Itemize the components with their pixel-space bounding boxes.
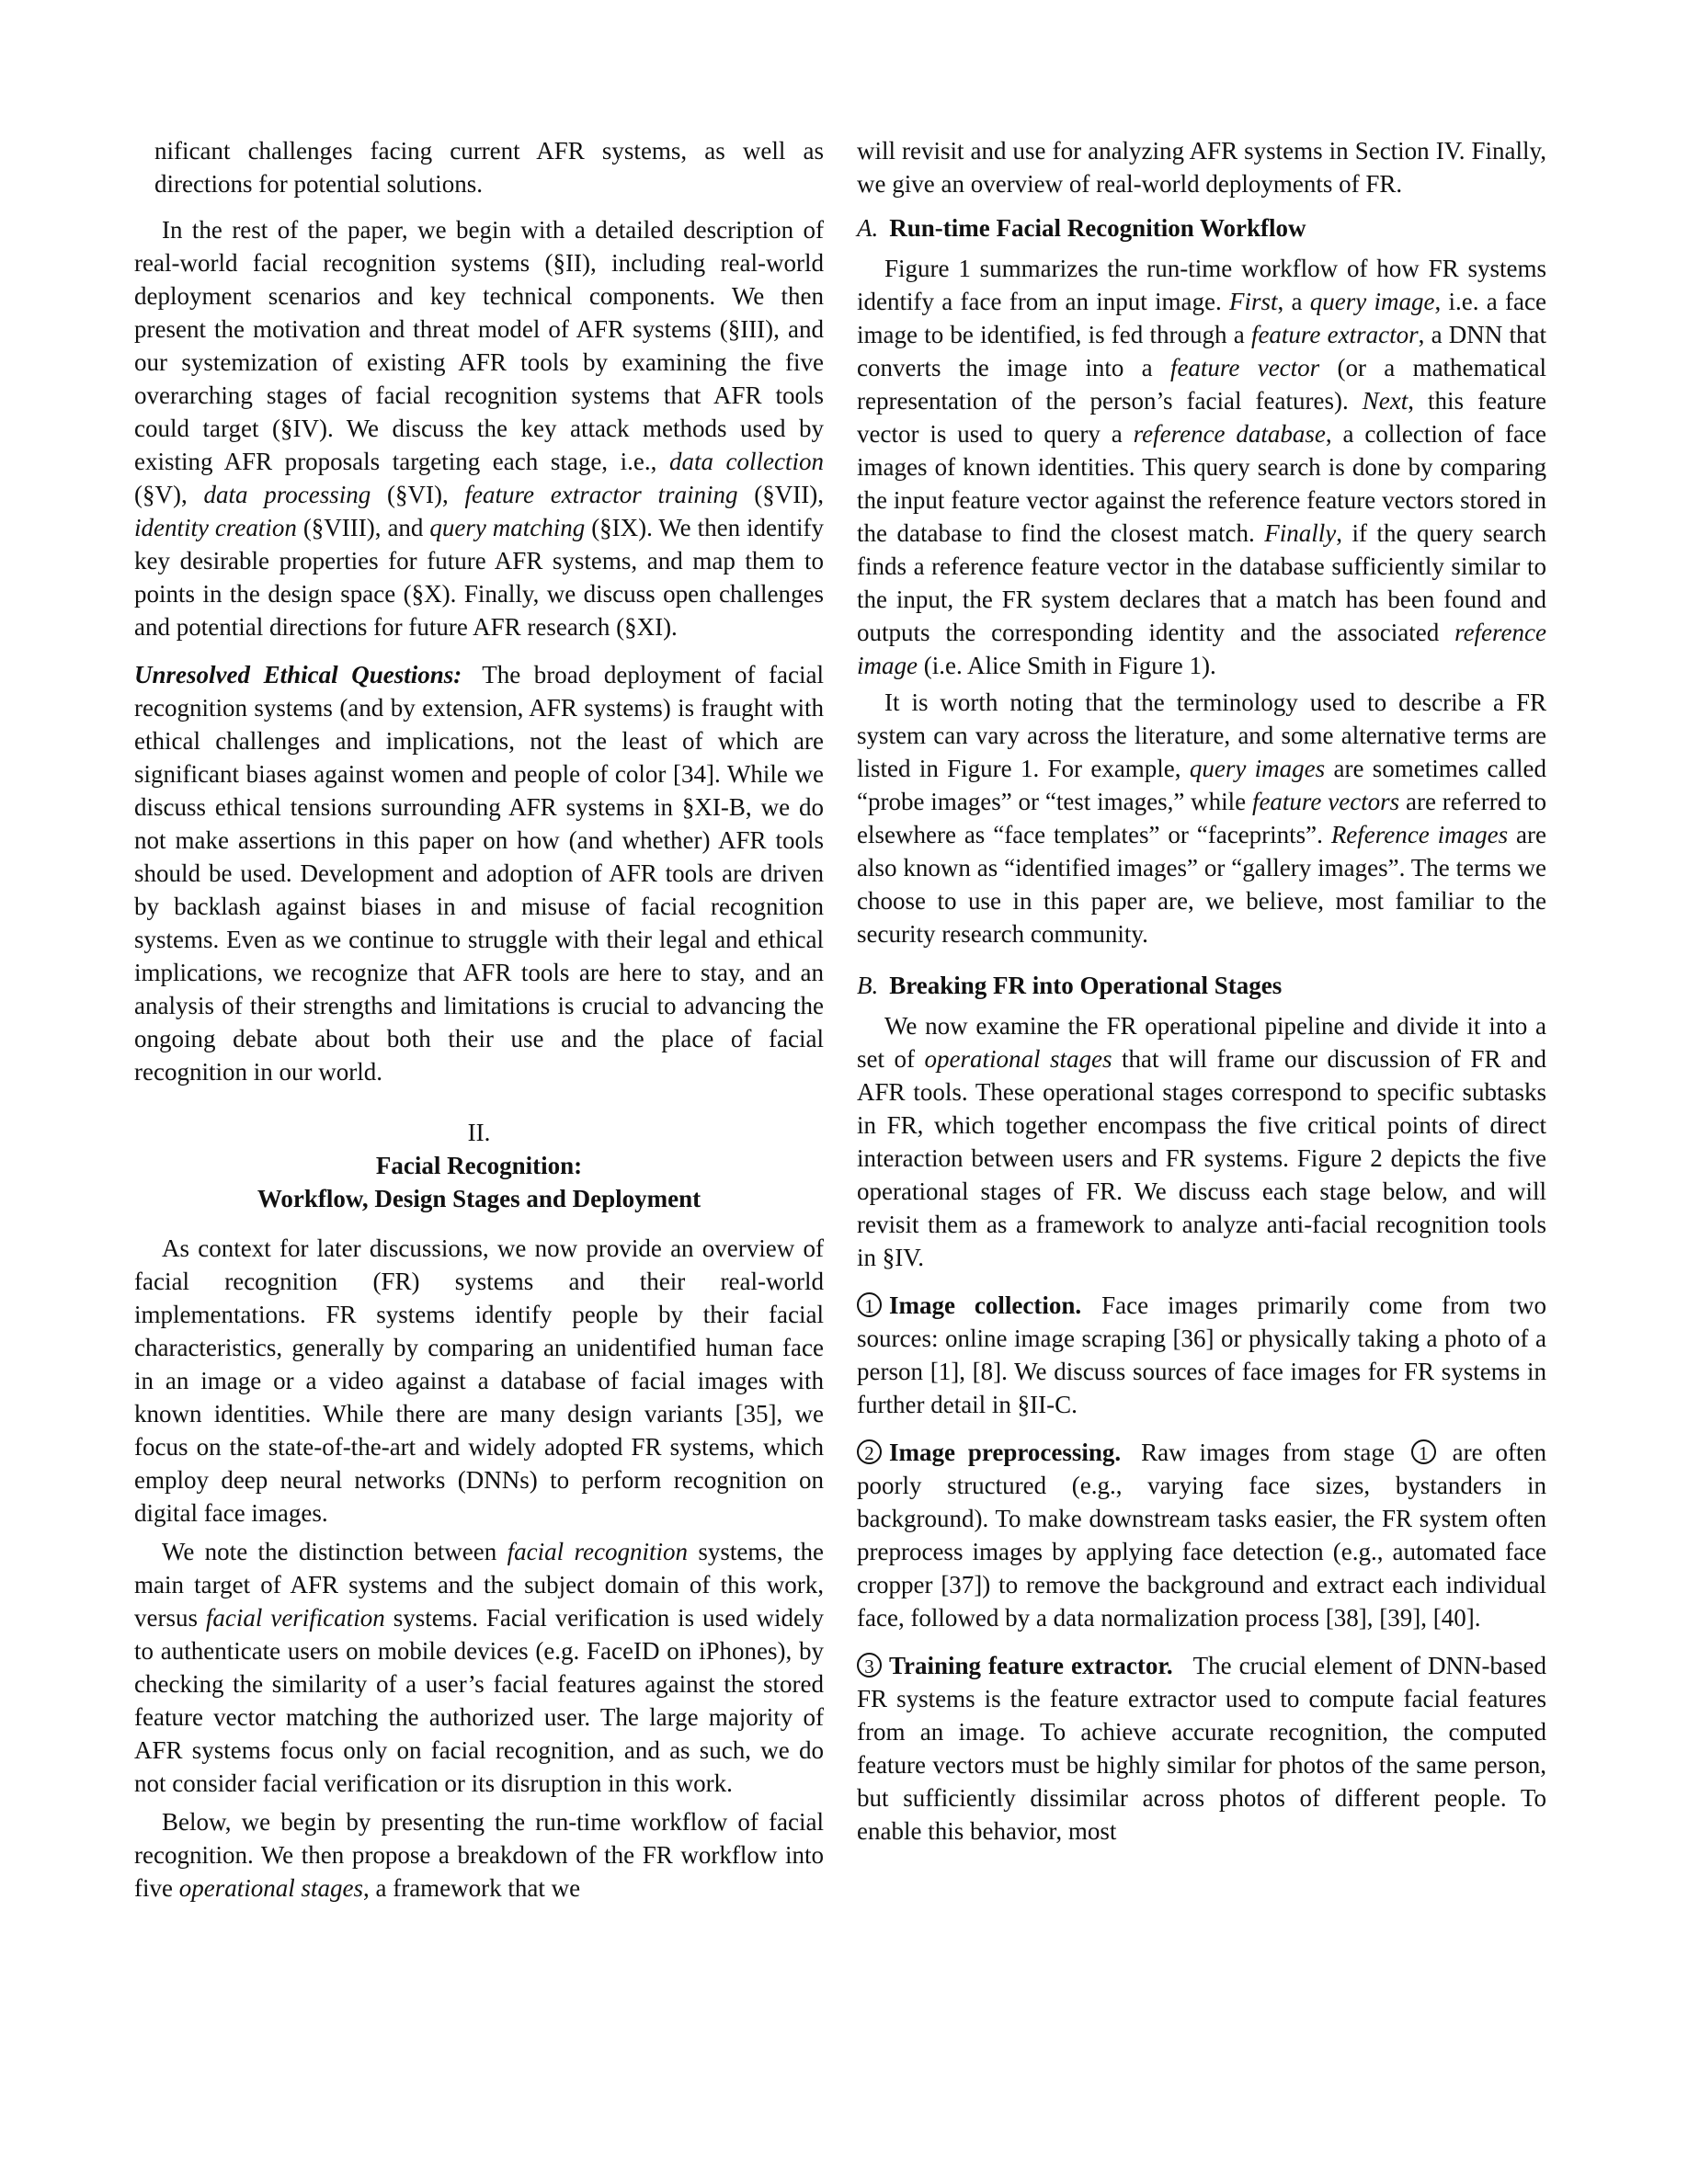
right-continuation-paragraph: will revisit and use for analyzing AFR systems in Section IV. Finally, we give an overview of real-world deployments of FR. [857, 137, 1546, 198]
stage-3-title: Training feature extractor. [889, 1652, 1173, 1679]
section-number: II. [467, 1119, 491, 1146]
section-title-line2: Workflow, Design Stages and Deployment [257, 1185, 701, 1212]
fr-overview-paragraph: As context for later discussions, we now provide an overview of facial recognition (FR) systems and their real-world implementations. FR systems identify people by their facial characteristics, generally by comparing an unidentified human face in an image or a video against a database of facial images with known identities. While there are many design variants [35], we focus on the state-of-the-art and widely adopted FR systems, which employ deep neural networks (DNNs) to perform recognition on digital face images. [134, 1234, 824, 1527]
right-column [857, 134, 1546, 1848]
stage-3-paragraph: 3 Training feature extractor. The crucial element of DNN-based FR systems is the feature extractor used to compute facial features from an image. To achieve accurate recognition, the computed feature vectors must be highly similar for photos of the same person, but sufficiently dissimilar across photos of different people. To enable this behavior, most [857, 1652, 1546, 1845]
left-column [134, 134, 824, 1905]
runtime-workflow-paragraph: Figure 1 summarizes the run-time workflow of how FR systems identify a face from an input image. First, a query image, i.e. a face image to be identified, is fed through a feature extractor, a DNN that converts the image into a feature vector (or a mathematical representation of the person’s facial features). Next, this feature vector is used to query a reference database, a collection of face images of known identities. This query search is done by comparing the input feature vector against the reference feature vectors stored in the database to find the closest match. Finally, if the query search finds a reference feature vector in the database sufficiently similar to the input, the FR system declares that a match has been found and outputs the corresponding identity and the associated reference image (i.e. Alice Smith in Figure 1). [857, 255, 1547, 679]
subsection-a-heading [857, 211, 1546, 245]
terminology-paragraph: It is worth noting that the terminology used to describe a FR system can vary across the literature, and some alternative terms are listed in Figure 1. For example, query images are sometimes called “probe images” or “test images,” while feature vectors are referred to elsewhere as “face templates” or “faceprints”. Reference images are also known as “identified images” or “gallery images”. The terms we choose to use in this paper are, we believe, most familiar to the security research community. [857, 688, 1547, 948]
paper-outline-paragraph: In the rest of the paper, we begin with a detailed description of real-world facial recognition systems (§II), including real-world deployment scenarios and key technical components. We then present the motivation and threat model of AFR systems (§III), and our systemization of existing AFR tools by examining the five overarching stages of facial recognition systems that AFR tools could target (§IV). We discuss the key attack methods used by existing AFR proposals targeting each stage, i.e., data collection (§V), data processing (§VI), feature extractor training (§VII), identity creation (§VIII), and query matching (§IX). We then identify key desirable properties for future AFR systems, and map them to points in the design space (§X). Finally, we discuss open challenges and potential directions for future AFR research (§XI). [134, 216, 824, 641]
ethical-questions-runin-heading: Unresolved Ethical Questions: [134, 661, 462, 688]
stage-2-title: Image preprocessing. [889, 1439, 1122, 1466]
stage-1-paragraph: 1 Image collection. Face images primarily come from two sources: online image scraping [36] or physically taking a photo of a person [1], [8]. We discuss sources of face images for FR systems in further detail in §II-C. [857, 1291, 1546, 1418]
stage-3-number-circle: 3 [857, 1653, 882, 1678]
fr-vs-verification-paragraph: We note the distinction between facial recognition systems, the main target of AFR systems and the subject domain of this work, versus facial verification systems. Facial verification is used widely to authenticate users on mobile devices (e.g. FaceID on iPhones), by checking the similarity of a user’s facial features against the stored feature vector matching the authorized user. The large majority of AFR systems focus only on facial recognition, and as such, we do not consider facial verification or its disruption in this work. [134, 1538, 825, 1797]
workflow-intro-paragraph: Below, we begin by presenting the run-time workflow of facial recognition. We then propose a breakdown of the FR workflow into five operational stages, a framework that we [134, 1808, 824, 1902]
subsection-b-title: Breaking FR into Operational Stages [889, 972, 1283, 999]
subsection-b-label: B. [857, 972, 879, 999]
left-continuation-paragraph: nificant challenges facing current AFR systems, as well as directions for potential solutions. [154, 137, 824, 198]
section-heading [134, 1116, 824, 1215]
subsection-b-heading [857, 969, 1546, 1002]
subsection-a-label: A. [857, 214, 879, 242]
stage-2-paragraph: 2 Image preprocessing. Raw images from stage 1 are often poorly structured (e.g., varying face sizes, bystanders in background). To make downstream tasks easier, the FR system often preprocess images by applying face detection (e.g., automated face cropper [37]) to remove the background and extract each individual face, followed by a data normalization process [38], [39], [40]. [857, 1439, 1546, 1632]
operational-stages-paragraph: We now examine the FR operational pipeline and divide it into a set of operational stages that will frame our discussion of FR and AFR tools. These operational stages correspond to specific subtasks in FR, which together encompass the five critical points of direct interaction between users and FR systems. Figure 2 depicts the five operational stages of FR. We discuss each stage below, and will revisit them as a framework to analyze anti-facial recognition tools in §IV. [857, 1012, 1547, 1271]
stage-2-number-circle: 2 [857, 1439, 882, 1464]
ethical-questions-paragraph: Unresolved Ethical Questions: The broad deployment of facial recognition systems (and by extension, AFR systems) is fraught with ethical challenges and implications, not the least of which are significant biases against women and people of color [34]. While we discuss ethical tensions surrounding AFR systems in §XI-B, we do not make assertions in this paper on how (and whether) AFR tools should be used. Development and adoption of AFR tools are driven by backlash against biases in and misuse of facial recognition systems. Even as we continue to struggle with their legal and ethical implications, we recognize that AFR tools are here to stay, and an analysis of their strengths and limitations is crucial to advancing the ongoing debate about both their use and the place of facial recognition in our world. [134, 661, 824, 1086]
stage-1-reference-circle: 1 [1411, 1439, 1436, 1464]
stage-1-number-circle: 1 [857, 1292, 882, 1317]
subsection-a-title: Run-time Facial Recognition Workflow [889, 214, 1306, 242]
section-title-line1: Facial Recognition: [375, 1152, 583, 1179]
stage-1-title: Image collection. [889, 1291, 1082, 1319]
